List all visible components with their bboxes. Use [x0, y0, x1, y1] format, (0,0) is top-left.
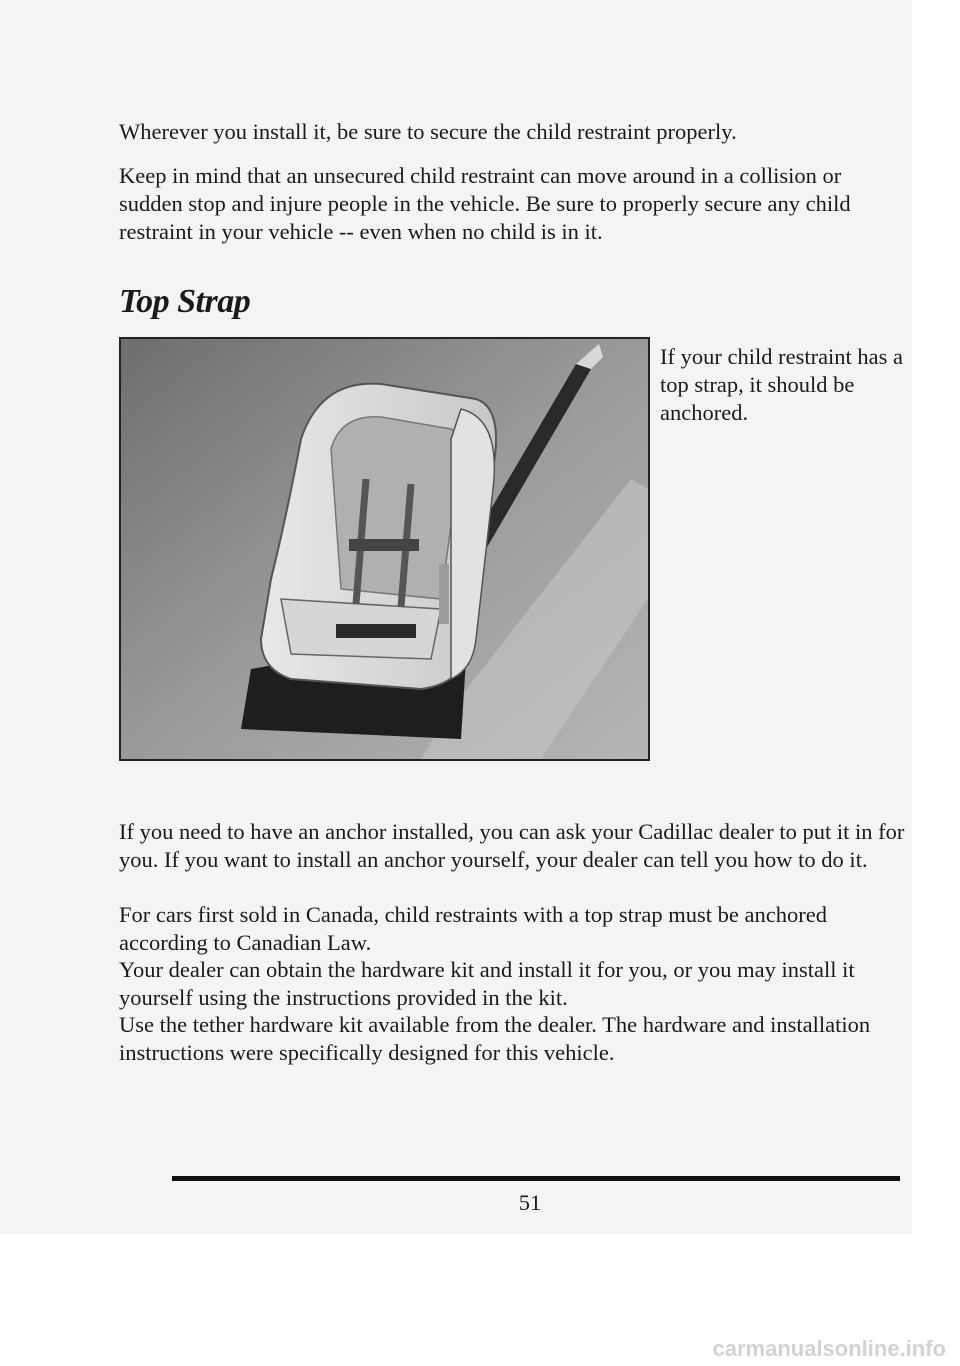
child-seat-drawing — [121, 339, 648, 759]
intro-paragraph-1: Wherever you install it, be sure to secure the child restraint properly. — [119, 119, 737, 144]
body-paragraph-2: For cars first sold in Canada, child restraints with a top strap must be anchored according to Canadian Law. — [119, 902, 827, 955]
body-paragraph-3: Your dealer can obtain the hardware kit and install it for you, or you may install it yourself using the instructions provided in the kit. — [119, 957, 855, 1010]
section-heading: Top Strap — [119, 283, 251, 320]
chest-clip — [349, 539, 419, 551]
top-strap-note: If your child restraint has a top strap, it should be anchored. — [660, 344, 904, 425]
footer-rule — [172, 1176, 900, 1181]
child-seat-illustration — [119, 337, 650, 761]
body-paragraph-1: If you need to have an anchor installed, you can ask your Cadillac dealer to put it in for you. If you want to install an anchor yourself, your dealer can tell you how to do it. — [119, 819, 905, 872]
buckle — [336, 624, 416, 638]
intro-paragraph-2: Keep in mind that an unsecured child restraint can move around in a collision or sudden stop and injure people in the vehicle. Be sure to properly secure any child restraint in your vehicle -- even when no child is in it. — [119, 163, 851, 244]
page-number: 51 — [518, 1190, 542, 1215]
body-paragraph-4: Use the tether hardware kit available from the dealer. The hardware and installation instructions were specifically designed for this vehicle. — [119, 1012, 871, 1065]
site-watermark: carmanualsonline.info — [712, 1336, 946, 1361]
